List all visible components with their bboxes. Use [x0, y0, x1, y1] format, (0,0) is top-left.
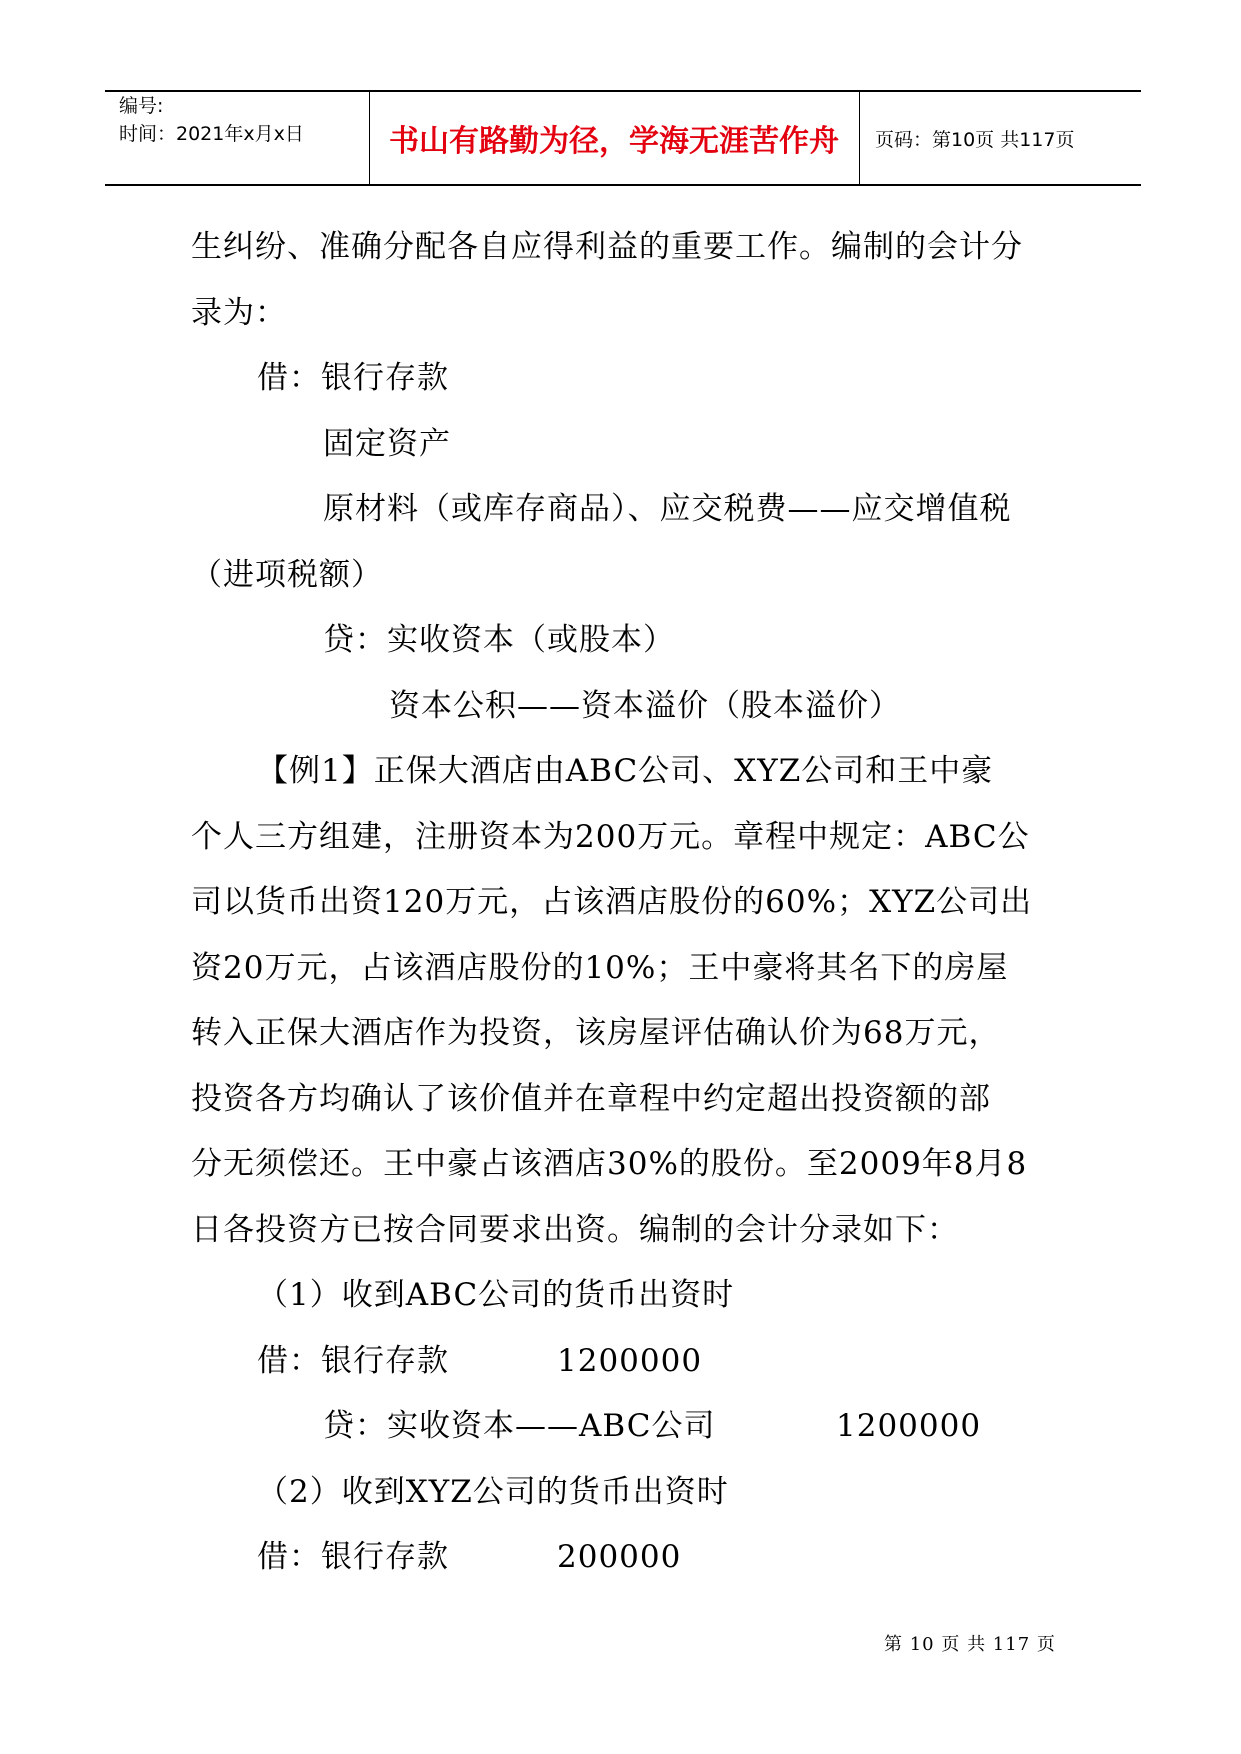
page-label: 页码：第10页 共117页: [875, 128, 1075, 151]
text-line: 借：银行存款: [257, 360, 449, 396]
entry-account: 借：银行存款: [257, 1539, 449, 1575]
text-line: 个人三方组建，注册资本为200万元。章程中规定：ABC公: [191, 818, 1030, 855]
text-line: 投资各方均确认了该价值并在章程中约定超出投资额的部: [191, 1080, 991, 1117]
text-line: 贷：实收资本（或股本）: [323, 622, 675, 658]
entry-row: [191, 1394, 1061, 1460]
text-line: 原材料（或库存商品）、应交税费——应交增值税: [323, 491, 1012, 527]
text-line: （进项税额）: [191, 556, 383, 593]
header-divider: [859, 92, 860, 184]
time-label: 时间：2021年x月x日: [119, 123, 304, 145]
text-line: 资20万元，占该酒店股份的10%；王中豪将其名下的房屋: [191, 949, 1009, 986]
text-line: 【例1】正保大酒店由ABC公司、XYZ公司和王中豪: [257, 753, 994, 789]
entry-amount: 1200000: [557, 1342, 703, 1379]
document-body: [191, 215, 1061, 1591]
text-line: 转入正保大酒店作为投资，该房屋评估确认价为68万元，: [191, 1015, 1001, 1051]
entry-account: 借：银行存款: [257, 1342, 449, 1379]
motto: 书山有路勤为径，学海无涯苦作舟: [389, 124, 839, 159]
text-line: 录为：: [191, 294, 287, 331]
number-label: 编号:: [119, 95, 164, 117]
page-footer: 第 10 页 共 117 页: [884, 1634, 1056, 1655]
text-line: 生纠纷、准确分配各自应得利益的重要工作。编制的会计分: [191, 229, 1023, 265]
text-line: （2）收到XYZ公司的货币出资时: [257, 1473, 729, 1510]
text-line: 司以货币出资120万元，占该酒店股份的60%；XYZ公司出: [191, 884, 1033, 920]
text-line: 日各投资方已按合同要求出资。编制的会计分录如下：: [191, 1211, 959, 1248]
text-line: 分无须偿还。王中豪占该酒店30%的股份。至2009年8月8: [191, 1146, 1028, 1182]
page-header: [105, 90, 1141, 186]
header-info: [119, 92, 304, 148]
entry-amount: 200000: [557, 1539, 682, 1575]
text-line: （1）收到ABC公司的货币出资时: [257, 1277, 735, 1313]
entry-row: [191, 1329, 1061, 1395]
entry-account: 贷：实收资本——ABC公司: [323, 1408, 716, 1444]
entry-amount: 1200000: [836, 1408, 982, 1444]
text-line: 资本公积——资本溢价（股本溢价）: [389, 687, 901, 724]
text-line: 固定资产: [323, 425, 451, 462]
entry-row: [191, 1525, 1061, 1591]
